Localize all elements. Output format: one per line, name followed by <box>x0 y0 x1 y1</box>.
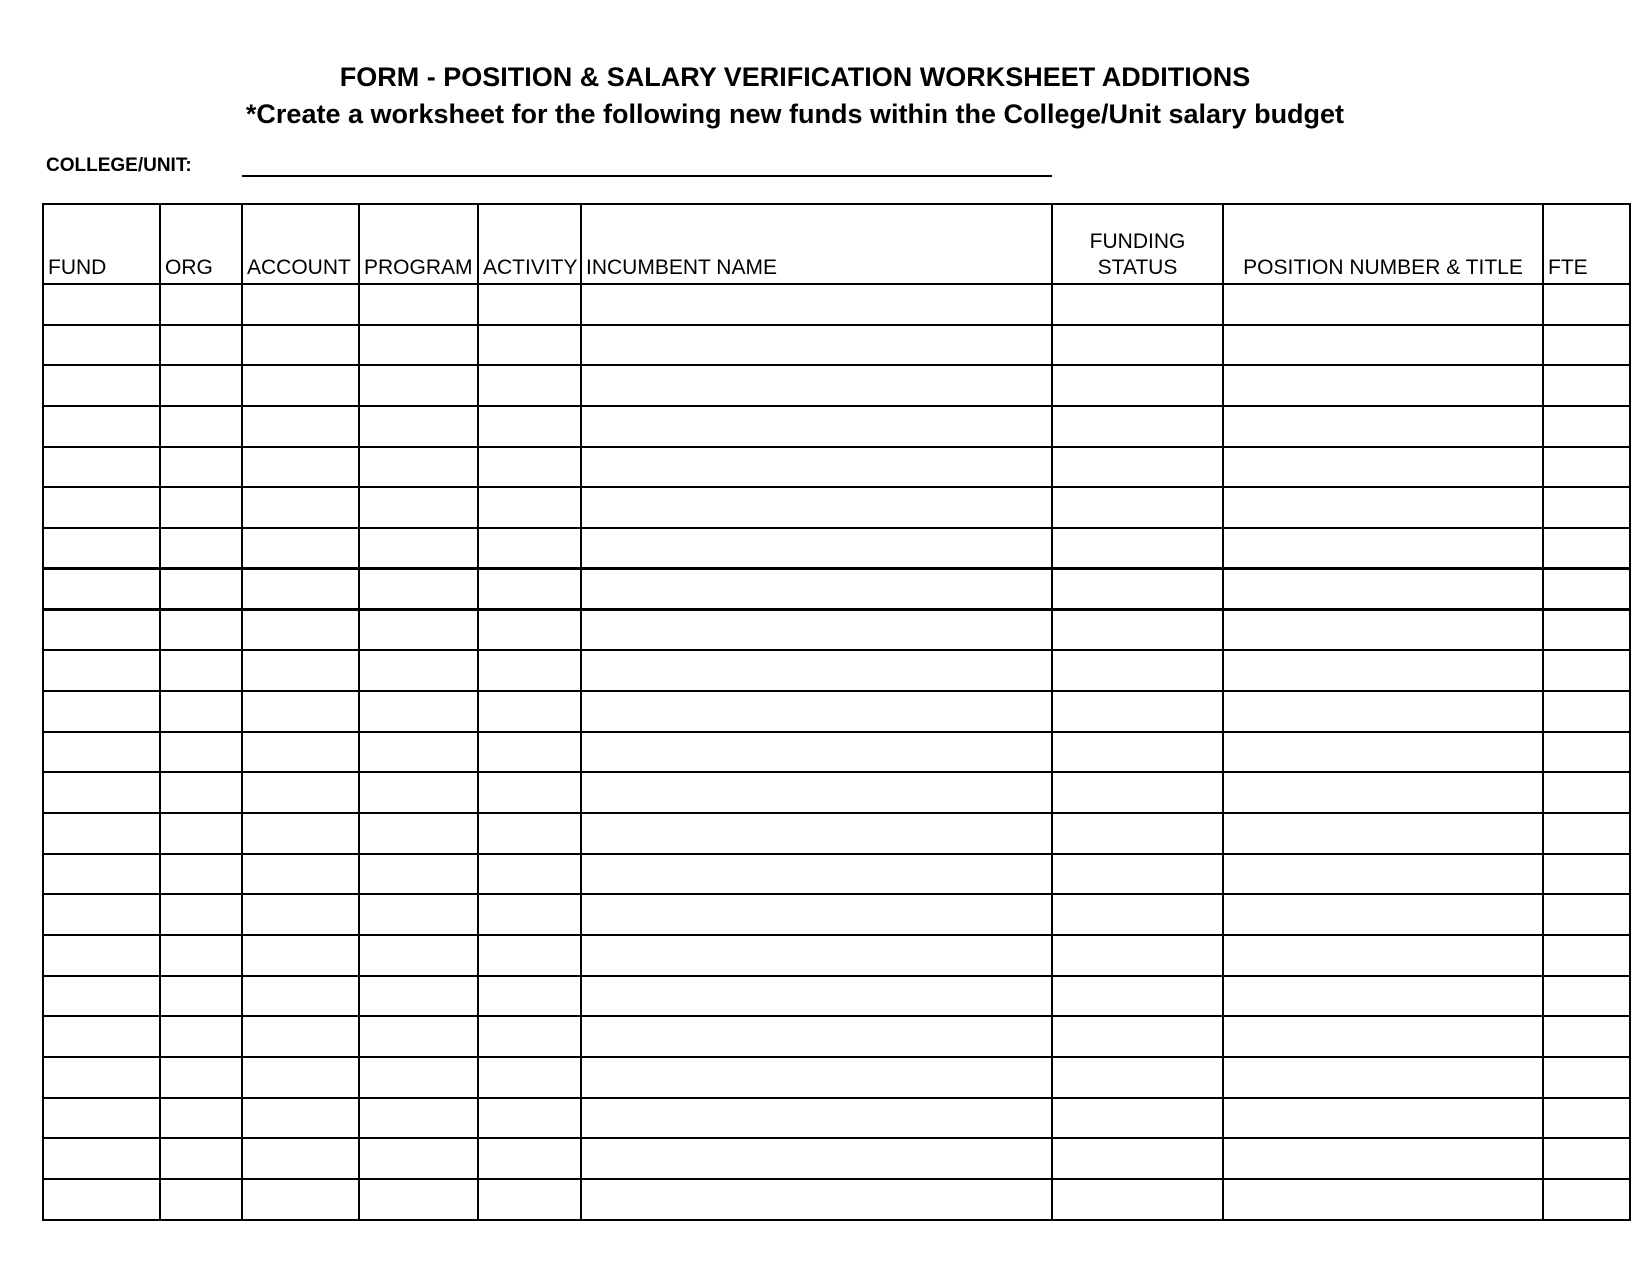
table-row <box>43 1179 1630 1220</box>
table-row <box>43 569 1630 610</box>
table-cell[interactable] <box>1052 1179 1223 1220</box>
col-header-org: ORG <box>160 204 242 284</box>
table-cell[interactable] <box>242 813 359 854</box>
table-row <box>43 447 1630 488</box>
table-cell[interactable] <box>1543 365 1630 406</box>
table-cell[interactable] <box>1543 1138 1630 1179</box>
table-cell[interactable] <box>581 487 1052 528</box>
table-cell[interactable] <box>160 732 242 773</box>
table-cell[interactable] <box>160 447 242 488</box>
table-cell[interactable] <box>1223 487 1543 528</box>
table-cell[interactable] <box>359 406 478 447</box>
table-cell[interactable] <box>1543 732 1630 773</box>
table-cell[interactable] <box>478 569 581 610</box>
header-row <box>43 204 1630 284</box>
table-row <box>43 325 1630 366</box>
table-cell[interactable] <box>43 365 160 406</box>
table-cell[interactable] <box>1223 1016 1543 1057</box>
table-cell[interactable] <box>1223 284 1543 325</box>
table-cell[interactable] <box>581 976 1052 1017</box>
table-cell[interactable] <box>43 1057 160 1098</box>
table-cell[interactable] <box>242 1179 359 1220</box>
table-cell[interactable] <box>1223 610 1543 651</box>
table-cell[interactable] <box>478 772 581 813</box>
table-cell[interactable] <box>359 813 478 854</box>
table-cell[interactable] <box>242 1098 359 1139</box>
table-cell[interactable] <box>242 976 359 1017</box>
table-cell[interactable] <box>581 325 1052 366</box>
table-cell[interactable] <box>478 610 581 651</box>
table-cell[interactable] <box>43 1138 160 1179</box>
table-cell[interactable] <box>478 976 581 1017</box>
table-cell[interactable] <box>359 1098 478 1139</box>
table-cell[interactable] <box>242 365 359 406</box>
table-cell[interactable] <box>242 487 359 528</box>
table-cell[interactable] <box>1223 1057 1543 1098</box>
table-cell[interactable] <box>43 813 160 854</box>
table-cell[interactable] <box>581 406 1052 447</box>
table-cell[interactable] <box>1543 976 1630 1017</box>
table-cell[interactable] <box>478 528 581 569</box>
table-cell[interactable] <box>1223 1179 1543 1220</box>
table-cell[interactable] <box>242 1138 359 1179</box>
table-cell[interactable] <box>581 1179 1052 1220</box>
table-cell[interactable] <box>478 447 581 488</box>
table-cell[interactable] <box>1052 935 1223 976</box>
col-header-program: PROGRAM <box>359 204 478 284</box>
table-cell[interactable] <box>1052 610 1223 651</box>
table-cell[interactable] <box>359 1057 478 1098</box>
table-cell[interactable] <box>359 732 478 773</box>
table-cell[interactable] <box>1543 813 1630 854</box>
table-row <box>43 284 1630 325</box>
table-cell[interactable] <box>581 365 1052 406</box>
table-cell[interactable] <box>160 772 242 813</box>
table-cell[interactable] <box>359 854 478 895</box>
table-row <box>43 1098 1630 1139</box>
table-cell[interactable] <box>581 894 1052 935</box>
table-cell[interactable] <box>43 772 160 813</box>
table-cell[interactable] <box>1223 1098 1543 1139</box>
table-cell[interactable] <box>1543 610 1630 651</box>
table-cell[interactable] <box>242 406 359 447</box>
table-row <box>43 365 1630 406</box>
table-cell[interactable] <box>1223 894 1543 935</box>
table-cell[interactable] <box>1223 365 1543 406</box>
table-cell[interactable] <box>581 447 1052 488</box>
table-cell[interactable] <box>1543 447 1630 488</box>
table-cell[interactable] <box>242 1057 359 1098</box>
table-row <box>43 487 1630 528</box>
table-cell[interactable] <box>581 1016 1052 1057</box>
table-cell[interactable] <box>1052 813 1223 854</box>
table-cell[interactable] <box>160 1057 242 1098</box>
table-cell[interactable] <box>1223 976 1543 1017</box>
col-header-funding-status: FUNDING STATUS <box>1052 204 1223 284</box>
table-row <box>43 813 1630 854</box>
table-cell[interactable] <box>478 935 581 976</box>
form-title: FORM - POSITION & SALARY VERIFICATION WORKSHEET ADDITIONS <box>339 62 1251 92</box>
table-cell[interactable] <box>478 365 581 406</box>
table-cell[interactable] <box>43 406 160 447</box>
table-cell[interactable] <box>1543 1057 1630 1098</box>
table-cell[interactable] <box>43 1098 160 1139</box>
table-cell[interactable] <box>160 528 242 569</box>
table-cell[interactable] <box>478 406 581 447</box>
table-cell[interactable] <box>242 325 359 366</box>
worksheet-table <box>42 203 1631 1221</box>
table-cell[interactable] <box>1543 528 1630 569</box>
college-unit-field[interactable] <box>242 175 1052 177</box>
table-cell[interactable] <box>359 284 478 325</box>
table-row <box>43 610 1630 651</box>
table-cell[interactable] <box>359 1179 478 1220</box>
table-cell[interactable] <box>478 854 581 895</box>
table-cell[interactable] <box>43 610 160 651</box>
table-cell[interactable] <box>1052 894 1223 935</box>
table-row <box>43 772 1630 813</box>
table-cell[interactable] <box>359 447 478 488</box>
table-cell[interactable] <box>478 1179 581 1220</box>
table-cell[interactable] <box>242 569 359 610</box>
table-cell[interactable] <box>359 610 478 651</box>
table-cell[interactable] <box>1223 406 1543 447</box>
table-cell[interactable] <box>359 487 478 528</box>
table-cell[interactable] <box>581 284 1052 325</box>
table-cell[interactable] <box>478 1057 581 1098</box>
table-cell[interactable] <box>160 487 242 528</box>
table-cell[interactable] <box>43 691 160 732</box>
table-cell[interactable] <box>1052 691 1223 732</box>
table-cell[interactable] <box>160 365 242 406</box>
table-cell[interactable] <box>478 691 581 732</box>
table-cell[interactable] <box>242 691 359 732</box>
table-cell[interactable] <box>43 284 160 325</box>
table-cell[interactable] <box>242 610 359 651</box>
table-cell[interactable] <box>1223 772 1543 813</box>
table-cell[interactable] <box>581 935 1052 976</box>
table-cell[interactable] <box>242 772 359 813</box>
table-row <box>43 1138 1630 1179</box>
table-cell[interactable] <box>478 1138 581 1179</box>
table-cell[interactable] <box>359 772 478 813</box>
table-cell[interactable] <box>1543 935 1630 976</box>
form-subtitle: *Create a worksheet for the following new funds within the College/Unit salary budget <box>245 99 1345 129</box>
table-cell[interactable] <box>581 691 1052 732</box>
table-cell[interactable] <box>1052 650 1223 691</box>
table-cell[interactable] <box>1052 976 1223 1017</box>
table-cell[interactable] <box>1052 1138 1223 1179</box>
table-row <box>43 935 1630 976</box>
table-cell[interactable] <box>478 732 581 773</box>
table-row <box>43 650 1630 691</box>
table-cell[interactable] <box>1223 813 1543 854</box>
table-cell[interactable] <box>160 691 242 732</box>
table-cell[interactable] <box>1052 447 1223 488</box>
table-cell[interactable] <box>1543 487 1630 528</box>
table-cell[interactable] <box>1223 528 1543 569</box>
table-cell[interactable] <box>242 894 359 935</box>
table-cell[interactable] <box>160 1179 242 1220</box>
table-row <box>43 854 1630 895</box>
table-cell[interactable] <box>242 284 359 325</box>
table-cell[interactable] <box>359 1138 478 1179</box>
table-cell[interactable] <box>160 610 242 651</box>
table-cell[interactable] <box>242 650 359 691</box>
table-cell[interactable] <box>581 569 1052 610</box>
table-row <box>43 732 1630 773</box>
table-cell[interactable] <box>1223 325 1543 366</box>
table-cell[interactable] <box>43 732 160 773</box>
col-header-account: ACCOUNT <box>242 204 359 284</box>
table-cell[interactable] <box>359 935 478 976</box>
table-cell[interactable] <box>43 447 160 488</box>
table-cell[interactable] <box>43 650 160 691</box>
table-cell[interactable] <box>359 528 478 569</box>
table-cell[interactable] <box>581 732 1052 773</box>
table-cell[interactable] <box>478 325 581 366</box>
table-cell[interactable] <box>43 487 160 528</box>
table-cell[interactable] <box>581 528 1052 569</box>
table-cell[interactable] <box>1543 325 1630 366</box>
table-cell[interactable] <box>581 650 1052 691</box>
table-cell[interactable] <box>43 569 160 610</box>
table-cell[interactable] <box>1543 406 1630 447</box>
table-cell[interactable] <box>160 325 242 366</box>
table-cell[interactable] <box>160 650 242 691</box>
table-cell[interactable] <box>359 650 478 691</box>
table-cell[interactable] <box>1223 1138 1543 1179</box>
table-cell[interactable] <box>160 569 242 610</box>
table-cell[interactable] <box>1223 650 1543 691</box>
table-cell[interactable] <box>581 1098 1052 1139</box>
table-cell[interactable] <box>1543 854 1630 895</box>
table-cell[interactable] <box>1543 772 1630 813</box>
table-cell[interactable] <box>43 325 160 366</box>
table-cell[interactable] <box>1052 528 1223 569</box>
table-cell[interactable] <box>1543 1016 1630 1057</box>
col-header-position-number-title: POSITION NUMBER & TITLE <box>1223 204 1543 284</box>
table-cell[interactable] <box>359 894 478 935</box>
table-row <box>43 894 1630 935</box>
table-row <box>43 1057 1630 1098</box>
table-cell[interactable] <box>1543 650 1630 691</box>
table-cell[interactable] <box>581 854 1052 895</box>
table-cell[interactable] <box>478 894 581 935</box>
table-cell[interactable] <box>1052 1016 1223 1057</box>
table-cell[interactable] <box>160 284 242 325</box>
table-cell[interactable] <box>1052 772 1223 813</box>
table-cell[interactable] <box>43 854 160 895</box>
table-cell[interactable] <box>1052 365 1223 406</box>
table-cell[interactable] <box>478 284 581 325</box>
table-cell[interactable] <box>581 1138 1052 1179</box>
table-cell[interactable] <box>1543 1098 1630 1139</box>
table-row <box>43 406 1630 447</box>
table-row <box>43 528 1630 569</box>
worksheet-body <box>43 284 1630 1220</box>
table-cell[interactable] <box>1543 284 1630 325</box>
table-cell[interactable] <box>1543 691 1630 732</box>
table-cell[interactable] <box>1052 1057 1223 1098</box>
table-cell[interactable] <box>242 528 359 569</box>
table-cell[interactable] <box>478 1016 581 1057</box>
table-cell[interactable] <box>43 1016 160 1057</box>
table-cell[interactable] <box>1223 691 1543 732</box>
table-cell[interactable] <box>242 935 359 976</box>
table-cell[interactable] <box>43 528 160 569</box>
table-row <box>43 691 1630 732</box>
table-cell[interactable] <box>478 650 581 691</box>
table-cell[interactable] <box>242 732 359 773</box>
table-cell[interactable] <box>1223 732 1543 773</box>
table-cell[interactable] <box>359 325 478 366</box>
table-cell[interactable] <box>1052 1098 1223 1139</box>
col-header-incumbent-name: INCUMBENT NAME <box>581 204 1052 284</box>
table-cell[interactable] <box>1052 569 1223 610</box>
table-cell[interactable] <box>160 1016 242 1057</box>
table-cell[interactable] <box>581 813 1052 854</box>
table-cell[interactable] <box>160 854 242 895</box>
table-row <box>43 1016 1630 1057</box>
table-cell[interactable] <box>43 976 160 1017</box>
table-cell[interactable] <box>242 1016 359 1057</box>
table-cell[interactable] <box>581 610 1052 651</box>
table-cell[interactable] <box>1052 487 1223 528</box>
table-cell[interactable] <box>359 691 478 732</box>
table-cell[interactable] <box>43 894 160 935</box>
table-cell[interactable] <box>478 1098 581 1139</box>
table-cell[interactable] <box>1052 284 1223 325</box>
table-cell[interactable] <box>1543 894 1630 935</box>
table-cell[interactable] <box>160 935 242 976</box>
table-cell[interactable] <box>359 976 478 1017</box>
table-cell[interactable] <box>160 1098 242 1139</box>
table-cell[interactable] <box>43 935 160 976</box>
table-cell[interactable] <box>242 447 359 488</box>
table-cell[interactable] <box>160 1138 242 1179</box>
college-unit-label: COLLEGE/UNIT: <box>46 155 192 176</box>
table-cell[interactable] <box>1223 569 1543 610</box>
table-cell[interactable] <box>1543 1179 1630 1220</box>
table-cell[interactable] <box>160 976 242 1017</box>
table-cell[interactable] <box>1052 732 1223 773</box>
table-cell[interactable] <box>160 406 242 447</box>
table-cell[interactable] <box>1223 854 1543 895</box>
table-cell[interactable] <box>478 487 581 528</box>
table-cell[interactable] <box>1543 569 1630 610</box>
table-cell[interactable] <box>1223 935 1543 976</box>
table-cell[interactable] <box>581 1057 1052 1098</box>
table-cell[interactable] <box>359 1016 478 1057</box>
col-header-fund: FUND <box>43 204 160 284</box>
table-cell[interactable] <box>581 772 1052 813</box>
table-cell[interactable] <box>242 854 359 895</box>
table-cell[interactable] <box>1052 406 1223 447</box>
table-cell[interactable] <box>359 569 478 610</box>
table-cell[interactable] <box>1052 325 1223 366</box>
col-header-activity: ACTIVITY <box>478 204 581 284</box>
table-cell[interactable] <box>43 1179 160 1220</box>
table-cell[interactable] <box>160 813 242 854</box>
table-cell[interactable] <box>1052 854 1223 895</box>
col-header-fte: FTE <box>1543 204 1630 284</box>
table-cell[interactable] <box>1223 447 1543 488</box>
table-cell[interactable] <box>160 894 242 935</box>
table-row <box>43 976 1630 1017</box>
table-cell[interactable] <box>359 365 478 406</box>
table-cell[interactable] <box>478 813 581 854</box>
